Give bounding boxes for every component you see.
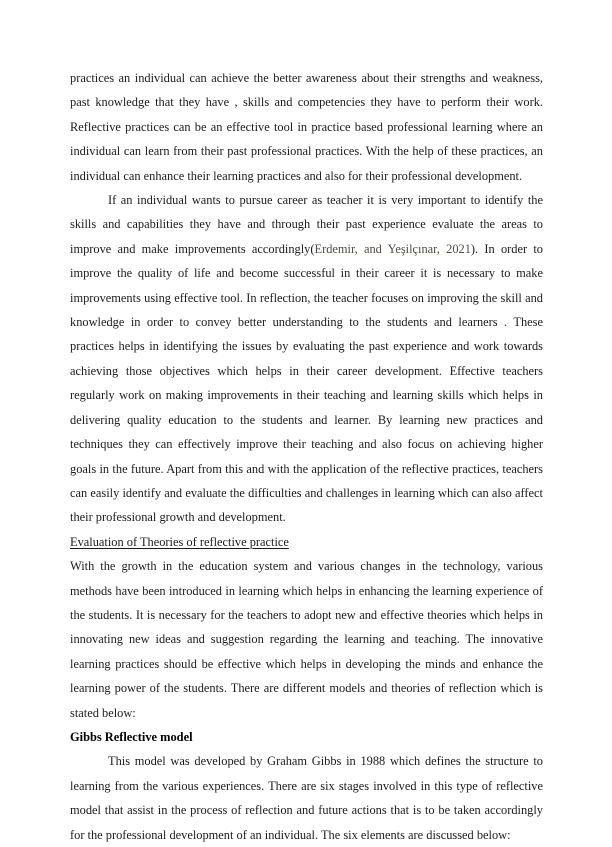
paragraph-gibbs-model-description: This model was developed by Graham Gibbs in 1988 which defines the structure to learning from the various experiences. There are six stages involved in this type of reflective model that assist in the process of reflection and future actions that is to be taken accordingly for the professional development of an individual. The six elements are discussed below: [70,754,543,842]
inline-citation-erdemir-yesilcinar: Erdemir, and Yeşilçınar, 2021 [314,241,471,256]
paragraph-text-before-citation: If an individual wants to pursue career as teacher it is very important to identify the skills and capabilities they have and through their past experience evaluate the areas to improve and make improvements accordingly( [70,193,543,256]
document-body [70,66,543,847]
paragraph-teacher-skills-identification [70,188,543,530]
section-heading-evaluation-of-theories: Evaluation of Theories of reflective practice [70,534,289,549]
subsection-heading-gibbs-reflective-model: Gibbs Reflective model [70,729,193,744]
paragraph-text-after-citation: ). In order to improve the quality of life and become successful in their career it is necessary to make improvements using effective tool. In reflection, the teacher focuses on improving the skill and knowledge in order to convey better understanding to the students and learners . These practices helps in identifying the issues by evaluating the past experience and work towards achieving those objectives which helps in their career development. Effective teachers regularly work on making improvements in their teaching and learning skills which helps in delivering quality education to the students and learner. By learning new practices and techniques they can effectively improve their teaching and also focus on achieving higher goals in the future. Apart from this and with the application of the reflective practices, teachers can easily identify and evaluate the difficulties and challenges in learning which can also affect their professional growth and development. [70,241,543,525]
paragraph-education-system-growth: With the growth in the education system and various changes in the technology, various methods have been introduced in learning which helps in enhancing the learning experience of the students. It is necessary for the teachers to adopt new and effective theories which helps in innovating new ideas and suggestion regarding the learning and teaching. The innovative learning practices should be effective which helps in developing the minds and enhance the learning power of the students. There are different models and theories of reflection which is stated below: [70,559,543,720]
paragraph-continuation-reflective-practices: practices an individual can achieve the better awareness about their strengths and weakness, past knowledge that they have , skills and competencies they have to perform their work. Reflective practices can be an effective tool in practice based professional learning where an individual can learn from their past professional practices. With the help of these practices, an individual can enhance their learning practices and also for their professional development. [70,71,543,183]
